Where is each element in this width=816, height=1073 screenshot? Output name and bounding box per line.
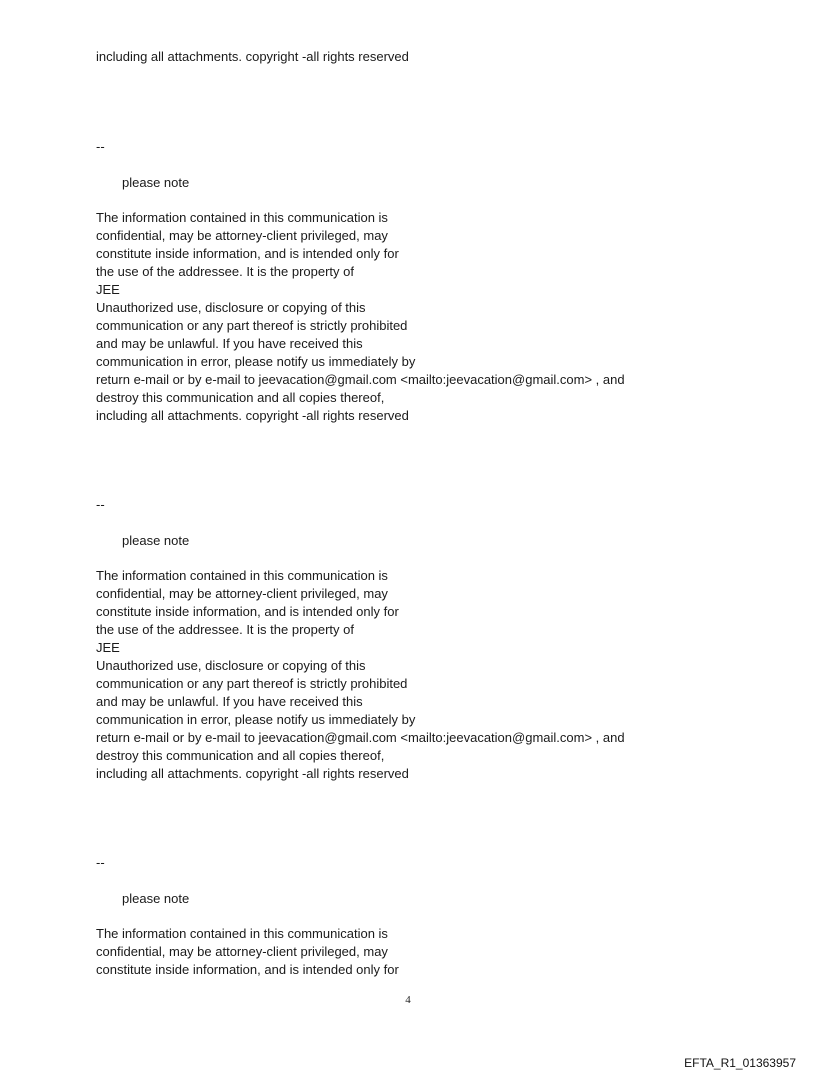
notice-line: and may be unlawful. If you have received this bbox=[96, 336, 363, 351]
notice-line: constitute inside information, and is intended only for bbox=[96, 604, 399, 619]
please-note: please note bbox=[122, 175, 190, 190]
notice-line: return e-mail or by e-mail to jeevacation@gmail.com <mailto:jeevacation@gmail.com> , and bbox=[96, 730, 625, 745]
notice-line: the use of the addressee. It is the property of bbox=[96, 264, 354, 279]
notice-line: The information contained in this communication is bbox=[96, 210, 388, 225]
notice-line: confidential, may be attorney-client privileged, may bbox=[96, 944, 388, 959]
notice-line: JEE bbox=[96, 282, 120, 297]
notice-line: the use of the addressee. It is the property of bbox=[96, 622, 354, 637]
separator: -- bbox=[96, 497, 105, 512]
top-line: including all attachments. copyright -all rights reserved bbox=[96, 49, 409, 64]
page-number: 4 bbox=[405, 994, 411, 1006]
please-note: please note bbox=[122, 891, 190, 906]
notice-line: confidential, may be attorney-client privileged, may bbox=[96, 586, 388, 601]
separator: -- bbox=[96, 139, 105, 154]
notice-line: Unauthorized use, disclosure or copying of this bbox=[96, 300, 366, 315]
please-note: please note bbox=[122, 533, 190, 548]
notice-line: destroy this communication and all copies thereof, bbox=[96, 390, 385, 405]
notice-line: The information contained in this communication is bbox=[96, 926, 388, 941]
notice-line: and may be unlawful. If you have received this bbox=[96, 694, 363, 709]
notice-line: communication in error, please notify us immediately by bbox=[96, 712, 416, 727]
notice-line: communication or any part thereof is strictly prohibited bbox=[96, 318, 408, 333]
notice-line: communication in error, please notify us immediately by bbox=[96, 354, 416, 369]
notice-line: Unauthorized use, disclosure or copying of this bbox=[96, 658, 366, 673]
separator: -- bbox=[96, 855, 105, 870]
notice-line: including all attachments. copyright -all rights reserved bbox=[96, 766, 409, 781]
notice-line: constitute inside information, and is intended only for bbox=[96, 962, 399, 977]
notice-line: destroy this communication and all copies thereof, bbox=[96, 748, 385, 763]
notice-line: communication or any part thereof is strictly prohibited bbox=[96, 676, 408, 691]
notice-line: confidential, may be attorney-client privileged, may bbox=[96, 228, 388, 243]
notice-line: return e-mail or by e-mail to jeevacation@gmail.com <mailto:jeevacation@gmail.com> , and bbox=[96, 372, 625, 387]
notice-line: including all attachments. copyright -all rights reserved bbox=[96, 408, 409, 423]
notice-line: constitute inside information, and is intended only for bbox=[96, 246, 399, 261]
document-id-footer: EFTA_R1_01363957 bbox=[684, 1056, 796, 1070]
notice-line: JEE bbox=[96, 640, 120, 655]
notice-line: The information contained in this communication is bbox=[96, 568, 388, 583]
